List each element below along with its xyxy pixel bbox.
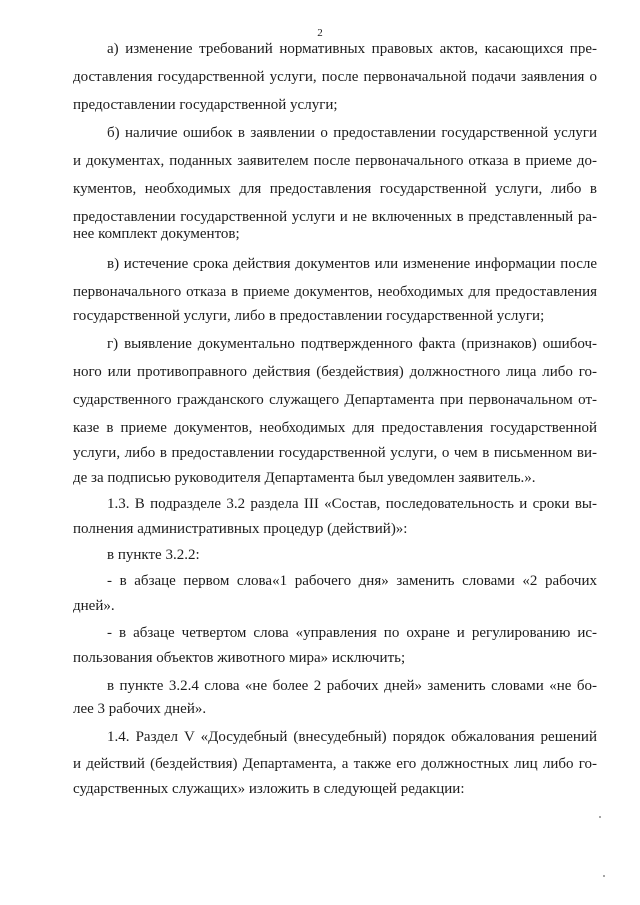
text-line: ного или противоправного действия (бездействия) должностного лица либо го- [73, 364, 597, 380]
text-line: казе в приеме документов, необходимых для предоставления государственной [73, 420, 597, 436]
text-line: а) изменение требований нормативных правовых актов, касающихся пре- [107, 41, 597, 57]
text-line: дней». [73, 598, 115, 614]
text-line: услуги, либо в предоставлении государственной услуги, о чем в письменном ви- [73, 445, 597, 461]
text-line: - в абзаце первом слова«1 рабочего дня» заменить словами «2 рабочих [107, 573, 597, 589]
text-line: первоначального отказа в приеме документов, необходимых для предоставления [73, 284, 597, 300]
scan-speck [603, 875, 605, 877]
text-line: доставления государственной услуги, после первоначальной подачи заявления о [73, 69, 597, 85]
text-line: 1.3. В подразделе 3.2 раздела III «Состав, последовательность и сроки вы- [107, 496, 597, 512]
text-line: нее комплект документов; [73, 226, 240, 242]
text-line: в пункте 3.2.4 слова «не более 2 рабочих дней» заменить словами «не бо- [107, 678, 597, 694]
text-line: г) выявление документально подтвержденного факта (признаков) ошибоч- [107, 336, 597, 352]
text-line: в) истечение срока действия документов или изменение информации после [107, 256, 597, 272]
text-line: сударственных служащих» изложить в следующей редакции: [73, 781, 465, 797]
text-line: и документах, поданных заявителем после первоначального отказа в приеме до- [73, 153, 597, 169]
text-line: лее 3 рабочих дней». [73, 701, 207, 717]
text-line: полнения административных процедур (действий)»: [73, 521, 408, 537]
text-line: кументов, необходимых для предоставления государственной услуги, либо в [73, 181, 597, 197]
text-line: и действий (бездействия) Департамента, а также его должностных лиц либо го- [73, 756, 597, 772]
text-line: в пункте 3.2.2: [107, 547, 200, 563]
text-line: 1.4. Раздел V «Досудебный (внесудебный) порядок обжалования решений [107, 729, 597, 745]
page-number: 2 [317, 27, 323, 39]
text-line: сударственного гражданского служащего Департамента при первоначальном от- [73, 392, 597, 408]
text-line: - в абзаце четвертом слова «управления по охране и регулированию ис- [107, 625, 597, 641]
text-line: б) наличие ошибок в заявлении о предоставлении государственной услуги [107, 125, 597, 141]
text-line: государственной услуги, либо в предоставлении государственной услуги; [73, 308, 545, 324]
text-line: пользования объектов животного мира» исключить; [73, 650, 406, 666]
scan-speck [599, 816, 601, 818]
text-line: предоставлении государственной услуги и не включенных в представленный ра- [73, 209, 597, 225]
text-line: де за подписью руководителя Департамента был уведомлен заявитель.». [73, 470, 536, 486]
text-line: предоставлении государственной услуги; [73, 97, 338, 113]
